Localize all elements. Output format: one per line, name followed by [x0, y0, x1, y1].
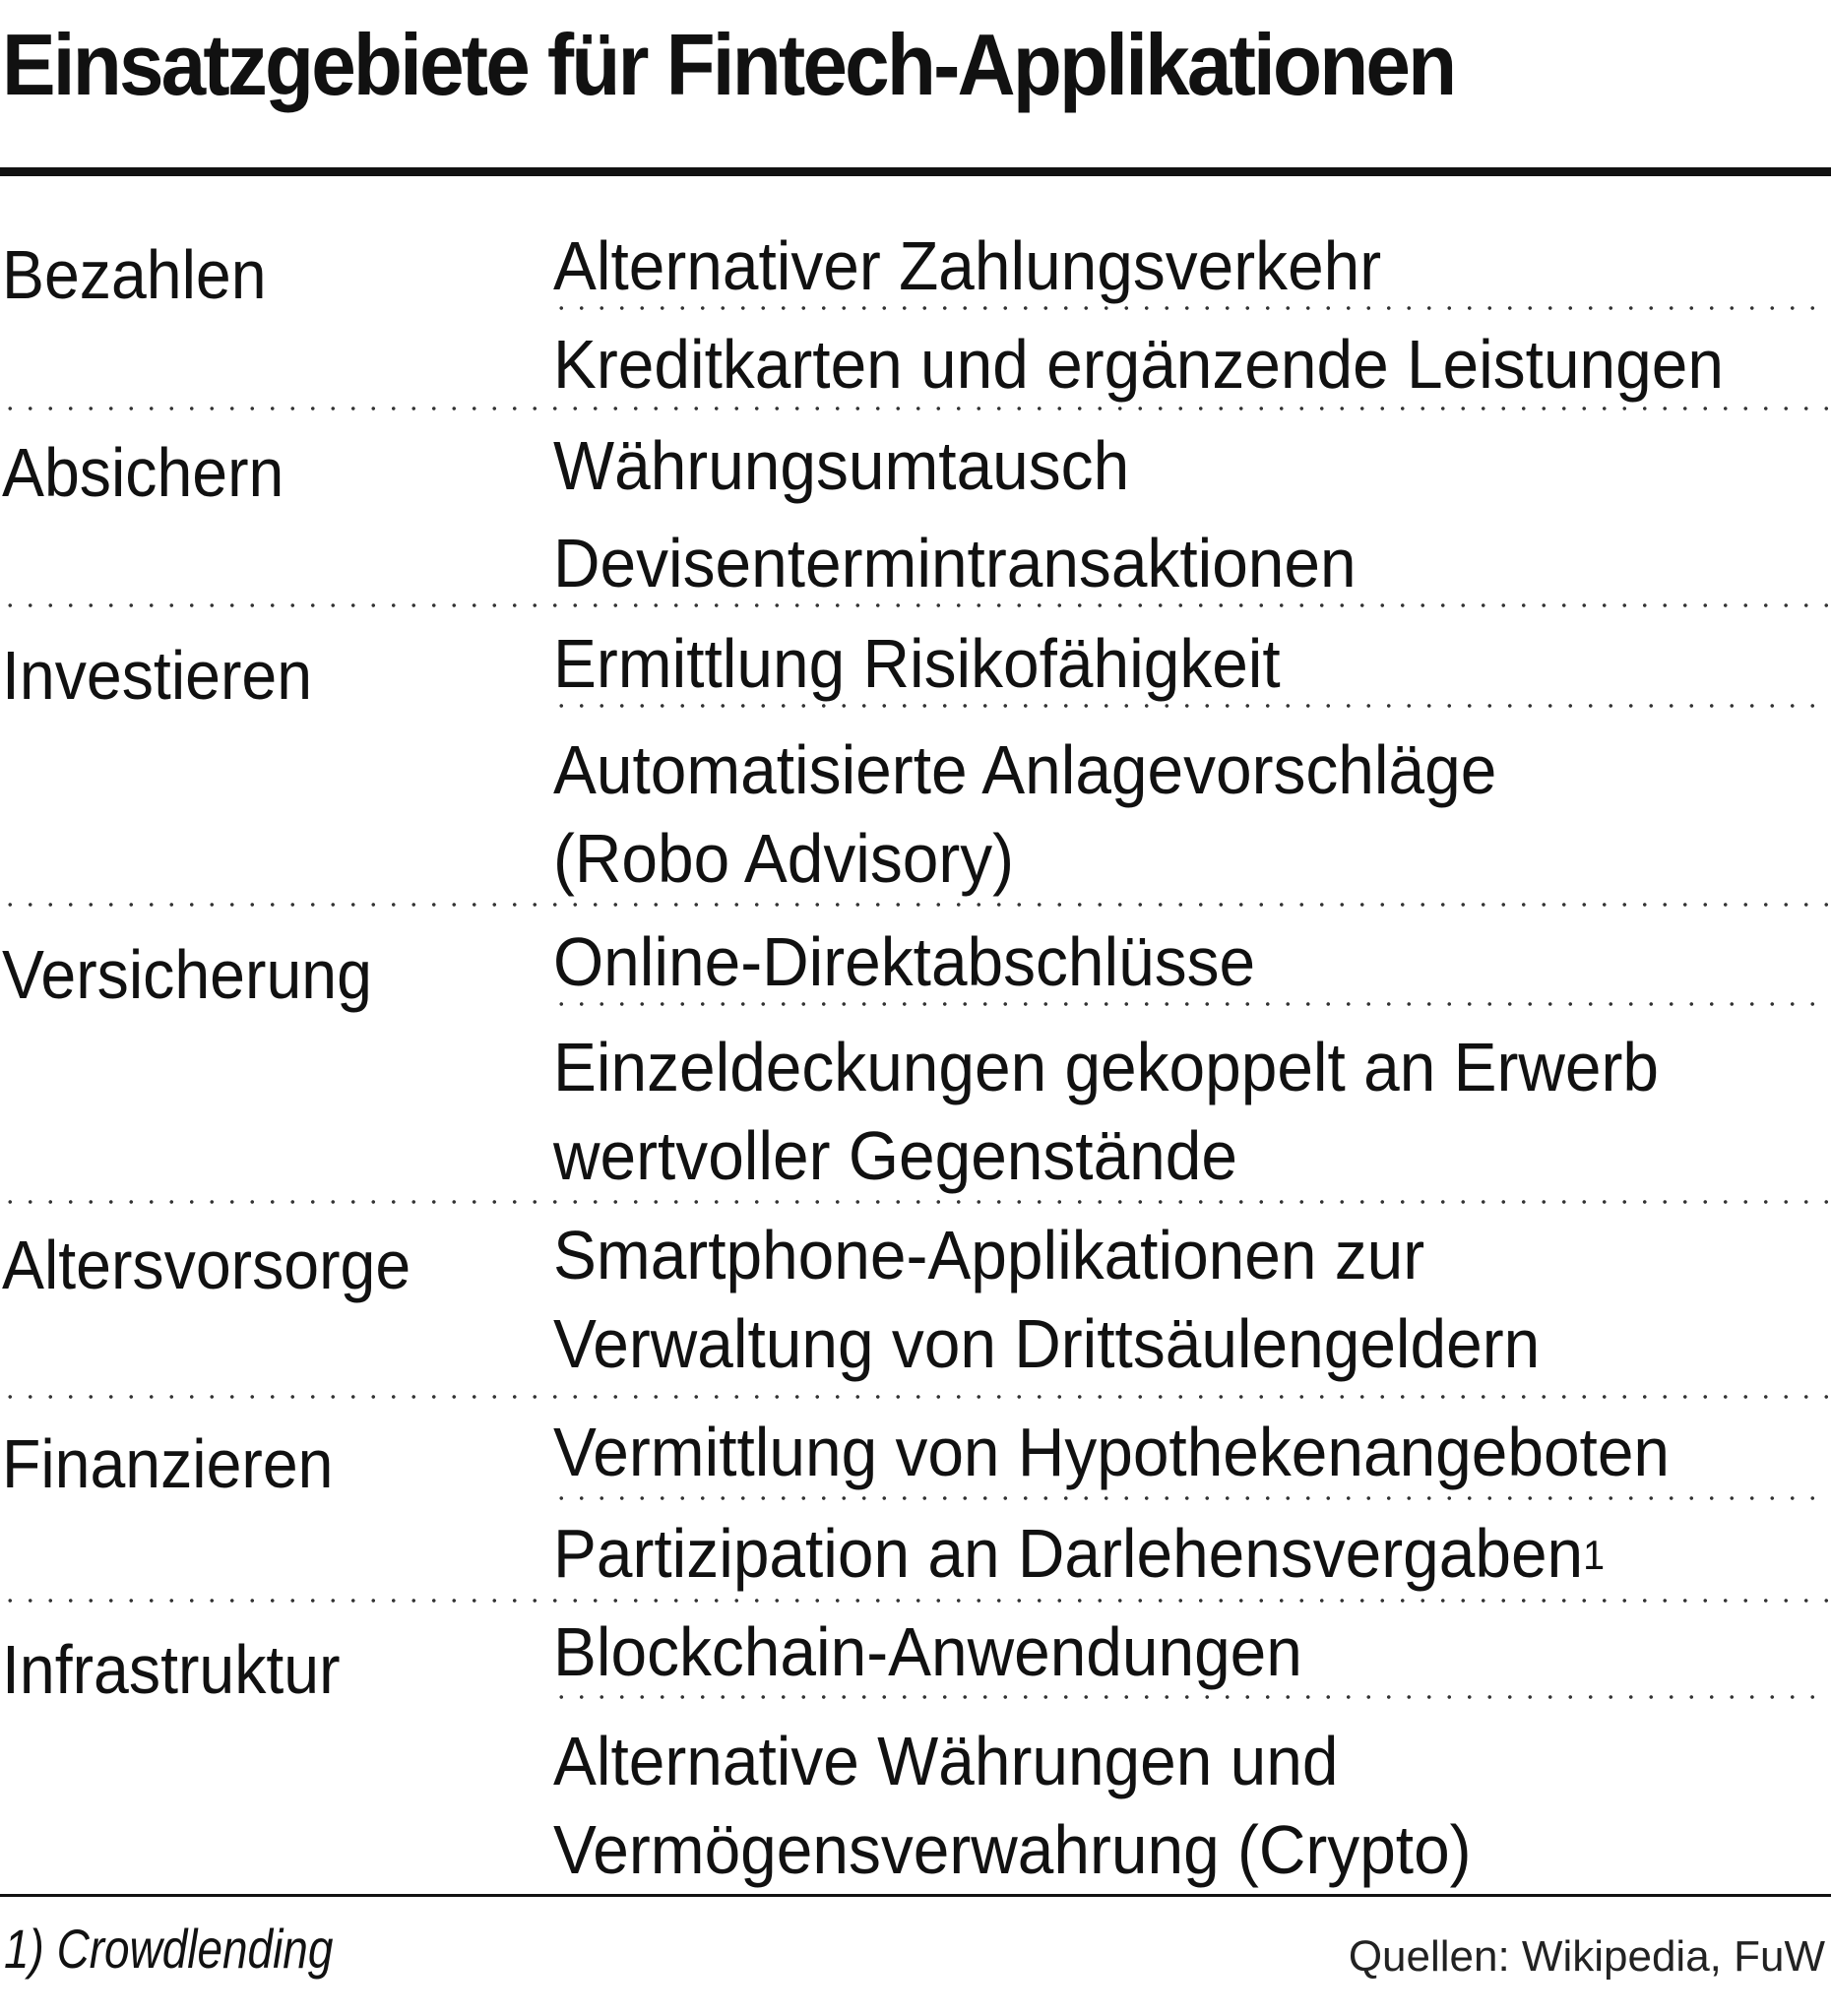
dotted-divider — [551, 1002, 1831, 1006]
item-finanzieren-2 — [553, 1509, 1605, 1607]
item-finanzieren-1: Vermittlung von Hypothekenangeboten — [553, 1414, 1671, 1490]
row-divider — [0, 407, 1831, 410]
dotted-divider — [551, 306, 1831, 310]
category-investieren: Investieren — [2, 637, 313, 714]
category-infrastruktur: Infrastruktur — [2, 1631, 341, 1708]
bottom-rule — [0, 1894, 1831, 1897]
item-infrastruktur-3: Vermögensverwahrung (Crypto) — [553, 1811, 1472, 1888]
page-title: Einsatzgebiete für Fintech-Applikationen — [2, 16, 1455, 113]
footnote-marker: 1 — [1583, 1532, 1606, 1578]
title-rule — [0, 167, 1831, 176]
item-versicherung-1: Online-Direktabschlüsse — [553, 923, 1256, 1000]
row-divider — [0, 603, 1831, 607]
item-versicherung-3: wertvoller Gegenstände — [553, 1117, 1237, 1194]
category-altersvorsorge: Altersvorsorge — [2, 1227, 411, 1303]
dotted-divider — [551, 1695, 1831, 1699]
item-finanzieren-2-text: Partizipation an Darlehensvergaben — [553, 1515, 1584, 1592]
item-absichern-1: Währungsumtausch — [553, 427, 1130, 504]
item-bezahlen-2: Kreditkarten und ergänzende Leistungen — [553, 326, 1724, 403]
item-investieren-2: Automatisierte Anlagevorschläge — [553, 731, 1497, 808]
item-bezahlen-1: Alternativer Zahlungsverkehr — [553, 227, 1382, 304]
item-infrastruktur-2: Alternative Währungen und — [553, 1723, 1339, 1799]
source-credit: Quellen: Wikipedia, FuW — [1348, 1932, 1825, 1981]
item-versicherung-2: Einzeldeckungen gekoppelt an Erwerb — [553, 1029, 1660, 1105]
item-investieren-1: Ermittlung Risikofähigkeit — [553, 625, 1281, 702]
row-divider — [0, 1395, 1831, 1399]
footnote: 1) Crowdlending — [4, 1918, 334, 1980]
row-divider — [0, 1200, 1831, 1204]
category-versicherung: Versicherung — [2, 936, 372, 1013]
category-finanzieren: Finanzieren — [2, 1425, 334, 1502]
item-absichern-2: Devisentermintransaktionen — [553, 525, 1357, 601]
item-altersvorsorge-2: Verwaltung von Drittsäulengeldern — [553, 1305, 1541, 1382]
item-infrastruktur-1: Blockchain-Anwendungen — [553, 1613, 1302, 1690]
row-divider — [0, 1599, 1831, 1603]
dotted-divider — [551, 704, 1831, 708]
category-absichern: Absichern — [2, 434, 284, 511]
item-investieren-3: (Robo Advisory) — [553, 820, 1015, 897]
dotted-divider — [551, 1496, 1831, 1500]
item-altersvorsorge-1: Smartphone-Applikationen zur — [553, 1217, 1425, 1293]
category-bezahlen: Bezahlen — [2, 236, 267, 313]
row-divider — [0, 903, 1831, 907]
